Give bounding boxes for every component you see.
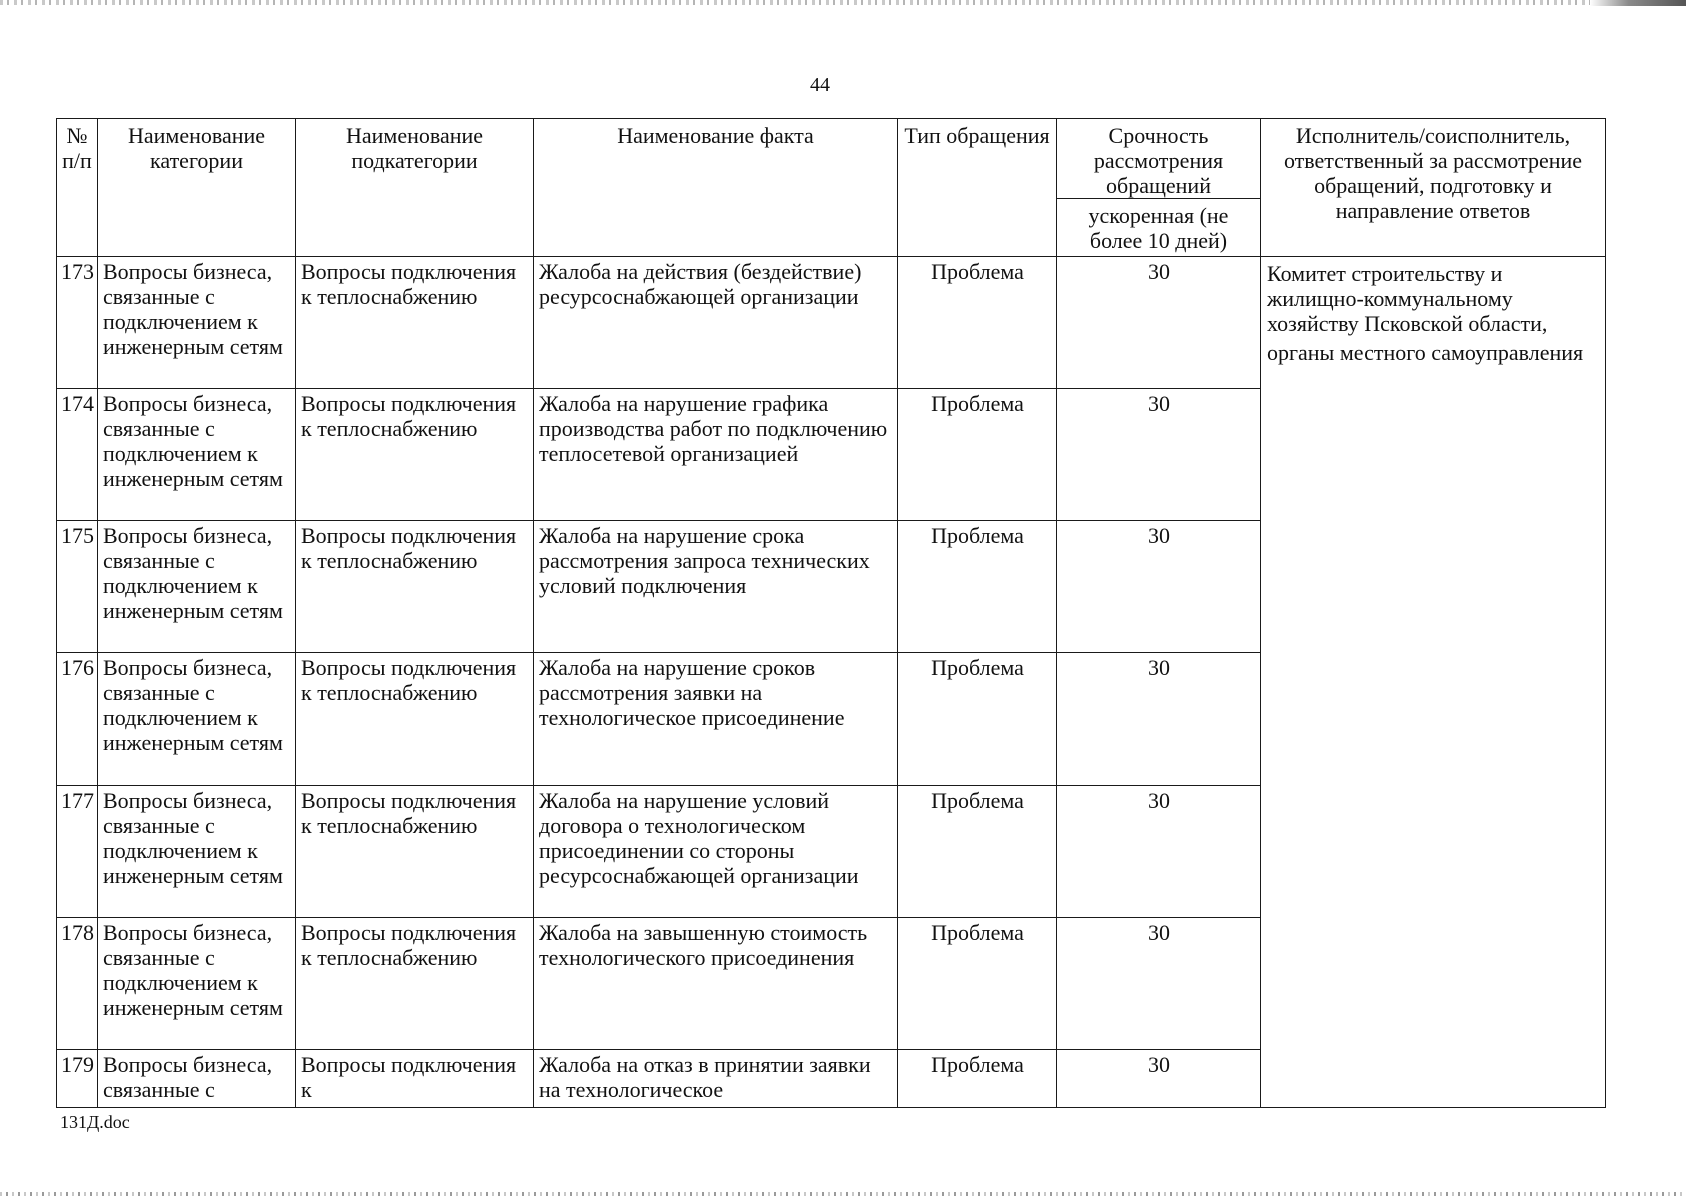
table-header-row <box>57 119 1606 199</box>
row-days: 30 <box>1057 1049 1261 1107</box>
row-fact: Жалоба на нарушение графика производства работ по подключению теплосетевой организацией <box>534 389 898 521</box>
header-fact: Наименование факта <box>534 119 898 257</box>
header-category: Наименование категории <box>98 119 296 257</box>
row-category: Вопросы бизнеса, связанные с подключением к инженерным сетям <box>98 917 296 1049</box>
row-type: Проблема <box>898 1049 1057 1107</box>
row-days: 30 <box>1057 521 1261 653</box>
row-fact: Жалоба на действия (бездействие) ресурсоснабжающей организации <box>534 257 898 389</box>
row-category: Вопросы бизнеса, связанные с подключением к инженерным сетям <box>98 257 296 389</box>
header-executor: Исполнитель/соисполнитель, ответственный за рассмотрение обращений, подготовку и направление ответов <box>1261 119 1606 257</box>
row-number: 175 <box>57 521 98 653</box>
executor-cell <box>1261 257 1606 1108</box>
scan-edge-top-dark <box>1590 0 1686 6</box>
row-subcategory: Вопросы подключения к теплоснабжению <box>296 389 534 521</box>
row-days: 30 <box>1057 917 1261 1049</box>
header-urgency-accelerated: ускоренная (не более 10 дней) <box>1057 199 1261 257</box>
row-fact: Жалоба на нарушение срока рассмотрения запроса технических условий подключения <box>534 521 898 653</box>
row-number: 173 <box>57 257 98 389</box>
row-type: Проблема <box>898 653 1057 785</box>
row-fact: Жалоба на нарушение условий договора о технологическом присоединении со стороны ресурсоснабжающей организации <box>534 785 898 917</box>
row-days: 30 <box>1057 389 1261 521</box>
row-category: Вопросы бизнеса, связанные с подключением к инженерным сетям <box>98 653 296 785</box>
scan-edge-top <box>0 0 1686 5</box>
row-number: 178 <box>57 917 98 1049</box>
row-type: Проблема <box>898 785 1057 917</box>
row-number: 179 <box>57 1049 98 1107</box>
table-row <box>57 257 1606 389</box>
row-subcategory: Вопросы подключения к <box>296 1049 534 1107</box>
row-category: Вопросы бизнеса, связанные с подключением к инженерным сетям <box>98 521 296 653</box>
row-number: 176 <box>57 653 98 785</box>
row-fact: Жалоба на завышенную стоимость технологического присоединения <box>534 917 898 1049</box>
row-category: Вопросы бизнеса, связанные с подключением к инженерным сетям <box>98 389 296 521</box>
row-subcategory: Вопросы подключения к теплоснабжению <box>296 653 534 785</box>
executor-local-government: органы местного самоуправления <box>1267 340 1584 365</box>
appeals-table <box>56 118 1606 1108</box>
scan-edge-bottom <box>0 1192 1686 1196</box>
footer-filename: 131Д.doc <box>60 1112 130 1132</box>
row-days: 30 <box>1057 785 1261 917</box>
header-num: № п/п <box>57 119 98 257</box>
row-number: 174 <box>57 389 98 521</box>
row-days: 30 <box>1057 653 1261 785</box>
row-type: Проблема <box>898 521 1057 653</box>
row-subcategory: Вопросы подключения к теплоснабжению <box>296 917 534 1049</box>
header-subcategory: Наименование подкатегории <box>296 119 534 257</box>
row-type: Проблема <box>898 917 1057 1049</box>
row-type: Проблема <box>898 257 1057 389</box>
header-urgency: Срочность рассмотрения обращений <box>1057 119 1261 199</box>
row-category: Вопросы бизнеса, связанные с <box>98 1049 296 1107</box>
row-fact: Жалоба на нарушение сроков рассмотрения заявки на технологическое присоединение <box>534 653 898 785</box>
row-days: 30 <box>1057 257 1261 389</box>
header-type: Тип обращения <box>898 119 1057 257</box>
row-fact: Жалоба на отказ в принятии заявки на технологическое <box>534 1049 898 1107</box>
page-number: 44 <box>810 74 830 96</box>
row-subcategory: Вопросы подключения к теплоснабжению <box>296 521 534 653</box>
row-number: 177 <box>57 785 98 917</box>
row-subcategory: Вопросы подключения к теплоснабжению <box>296 785 534 917</box>
row-category: Вопросы бизнеса, связанные с подключением к инженерным сетям <box>98 785 296 917</box>
row-type: Проблема <box>898 389 1057 521</box>
executor-committee: Комитет строительству и жилищно-коммунальному хозяйству Псковской области, <box>1267 261 1548 336</box>
row-subcategory: Вопросы подключения к теплоснабжению <box>296 257 534 389</box>
